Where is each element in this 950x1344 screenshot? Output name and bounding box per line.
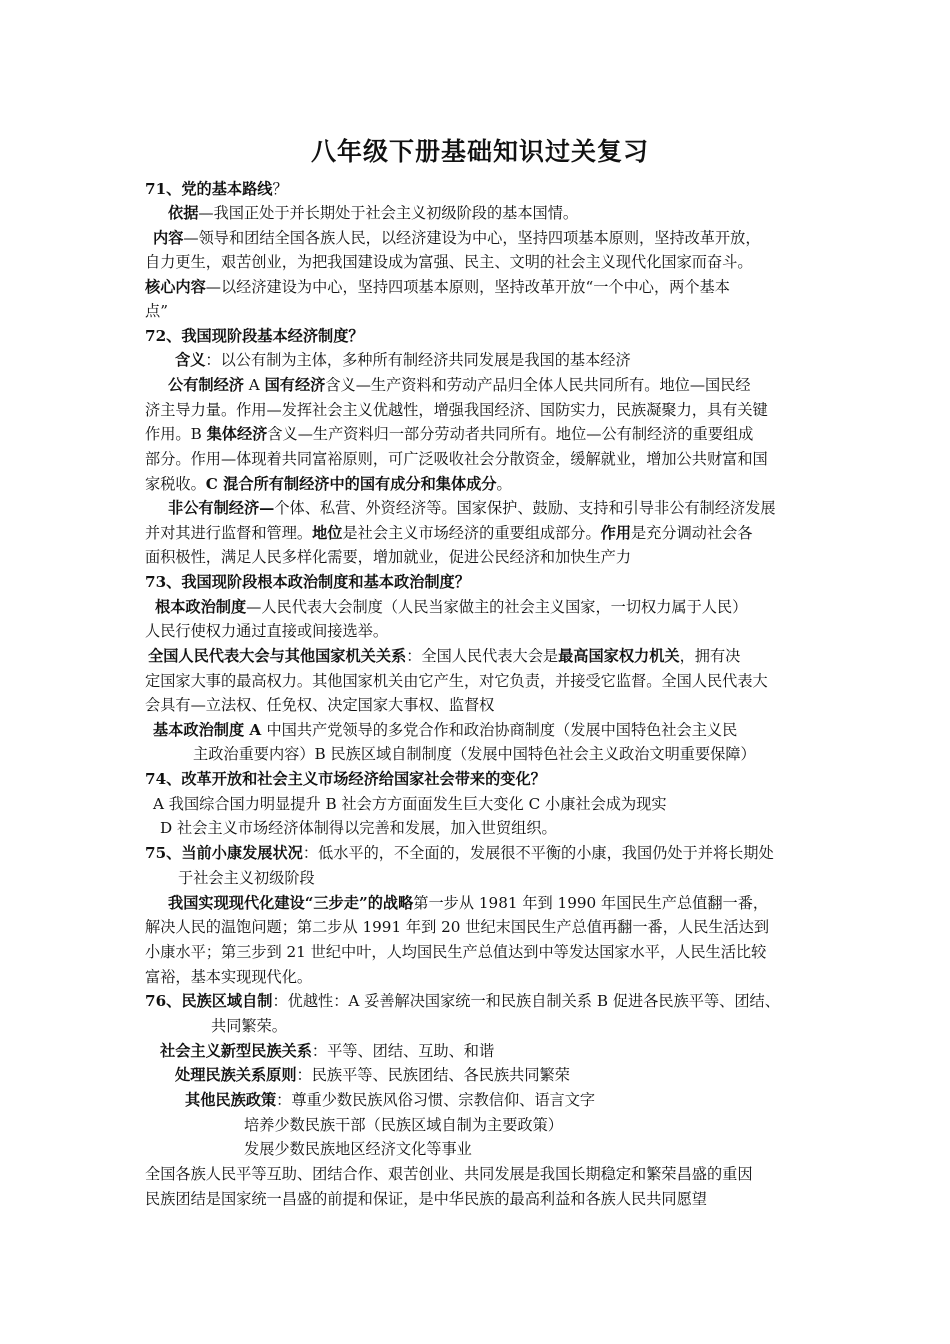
text-line bbox=[145, 669, 768, 693]
text-run: ：低水平的，不全面的，发展很不平衡的小康，我国仍处于并将长期处 bbox=[302, 844, 774, 862]
text-line bbox=[168, 201, 578, 225]
text-line bbox=[145, 324, 364, 348]
text-run: ？ bbox=[272, 180, 288, 198]
text-run: ：尊重少数民族风俗习惯、宗教信仰、语言文字 bbox=[276, 1091, 596, 1109]
text-run: 富裕，基本实现现代化。 bbox=[145, 968, 313, 986]
text-run: 含义—生产资料和劳动产品归全体人民共同所有。地位—国民经 bbox=[325, 376, 751, 394]
text-line bbox=[145, 472, 512, 496]
bold-text: 74、改革开放和社会主义市场经济给国家社会带来的变化？ bbox=[145, 770, 546, 788]
bold-text: 基本政治制度 A bbox=[153, 721, 267, 739]
text-run: 自力更生，艰苦创业，为把我国建设成为富强、民主、文明的社会主义现代化国家而奋斗。 bbox=[145, 253, 753, 271]
bold-text: 最高国家权力机关 bbox=[558, 647, 680, 665]
text-run: 民族团结是国家统一昌盛的前提和保证，是中华民族的最高利益和各族人民共同愿望 bbox=[145, 1190, 707, 1208]
text-line bbox=[211, 1014, 287, 1038]
text-line bbox=[145, 275, 730, 299]
text-line bbox=[145, 767, 546, 791]
text-run: 第一步从 1981 年到 1990 年国民生产总值翻一番， bbox=[413, 894, 769, 912]
text-line bbox=[193, 742, 756, 766]
text-line bbox=[145, 693, 494, 717]
bold-text: 依据 bbox=[168, 204, 199, 222]
bold-text: 75、当前小康发展状况 bbox=[145, 844, 303, 862]
text-line bbox=[153, 226, 761, 250]
bold-text: C 混合所有制经济中的国有成分和集体成分 bbox=[205, 475, 497, 493]
text-run: 点” bbox=[145, 302, 168, 320]
text-line bbox=[145, 1187, 707, 1211]
text-line bbox=[145, 545, 631, 569]
text-line bbox=[160, 1039, 494, 1063]
text-line bbox=[175, 348, 631, 372]
text-run: ：平等、团结、互助、和谐 bbox=[311, 1042, 495, 1060]
page-title: 八年级下册基础知识过关复习 bbox=[310, 137, 649, 166]
text-line bbox=[153, 718, 737, 742]
text-line bbox=[148, 644, 740, 668]
bold-text: 处理民族关系原则 bbox=[175, 1066, 297, 1084]
text-run: 于社会主义初级阶段 bbox=[178, 869, 315, 887]
text-line bbox=[145, 398, 768, 422]
text-line bbox=[145, 250, 753, 274]
text-line bbox=[145, 915, 769, 939]
text-run: ：民族平等、民族团结、各民族共同繁荣 bbox=[296, 1066, 570, 1084]
text-run: 全国各族人民平等互助、团结合作、艰苦创业、共同发展是我国长期稳定和繁荣昌盛的重因 bbox=[145, 1165, 753, 1183]
text-line bbox=[145, 521, 753, 545]
text-line bbox=[145, 619, 388, 643]
text-line bbox=[145, 940, 766, 964]
text-line bbox=[185, 1088, 595, 1112]
text-line bbox=[145, 570, 470, 594]
text-run: A bbox=[243, 376, 265, 394]
text-run: 主政治重要内容）B 民族区域自制制度（发展中国特色社会主义政治文明重要保障） bbox=[193, 745, 756, 763]
bold-text: 71、党的基本路线 bbox=[145, 180, 273, 198]
text-line bbox=[145, 965, 312, 989]
bold-text: 73、我国现阶段根本政治制度和基本政治制度？ bbox=[145, 573, 470, 591]
text-line bbox=[175, 1063, 570, 1087]
text-run: —以经济建设为中心，坚持四项基本原则，坚持改革开放“一个中心，两个基本 bbox=[205, 278, 730, 296]
text-run: 个体、私营、外资经济等。国家保护、鼓励、支持和引导非公有制经济发展 bbox=[274, 499, 776, 517]
text-line bbox=[145, 841, 774, 865]
bold-text: 国有经济 bbox=[264, 376, 326, 394]
text-run: 发展少数民族地区经济文化等事业 bbox=[244, 1140, 472, 1158]
bold-text: 内容 bbox=[153, 229, 184, 247]
text-run: 会具有—立法权、任免权、决定国家大事权、监督权 bbox=[145, 696, 495, 714]
text-run: 培养少数民族干部（民族区域自制为主要政策） bbox=[244, 1116, 563, 1134]
text-line bbox=[153, 792, 667, 816]
text-run: 是社会主义市场经济的重要组成部分。 bbox=[342, 524, 601, 542]
text-line bbox=[145, 299, 168, 323]
text-run: 。 bbox=[496, 475, 512, 493]
bold-text: 全国人民代表大会与其他国家机关关系 bbox=[148, 647, 407, 665]
text-run: 共同繁荣。 bbox=[211, 1017, 287, 1035]
text-run: ：以公有制为主体，多种所有制经济共同发展是我国的基本经济 bbox=[205, 351, 631, 369]
bold-text: 72、我国现阶段基本经济制度？ bbox=[145, 327, 364, 345]
text-line bbox=[145, 1162, 753, 1186]
text-run: —领导和团结全国各族人民，以经济建设为中心，坚持四项基本原则，坚持改革开放， bbox=[183, 229, 761, 247]
text-run: D 社会主义市场经济体制得以完善和发展，加入世贸组织。 bbox=[160, 819, 557, 837]
text-run: ：全国人民代表大会是 bbox=[406, 647, 559, 665]
bold-text: 作用 bbox=[600, 524, 631, 542]
text-run: 定国家大事的最高权力。其他国家机关由它产生，对它负责，并接受它监督。全国人民代表大 bbox=[145, 672, 768, 690]
text-line bbox=[168, 496, 776, 520]
text-run: 并对其进行监督和管理。 bbox=[145, 524, 313, 542]
text-run: 部分。作用—体现着共同富裕原则，可广泛吸收社会分散资金，缓解就业，增加公共财富和国 bbox=[145, 450, 768, 468]
text-line bbox=[168, 891, 768, 915]
text-line bbox=[244, 1137, 472, 1161]
text-run: 解决人民的温饱问题；第二步从 1991 年到 20 世纪末国民生产总值再翻一番，人民生活达到 bbox=[145, 918, 770, 936]
bold-text: 地位 bbox=[312, 524, 343, 542]
text-run: 小康水平；第三步到 21 世纪中叶，人均国民生产总值达到中等发达国家水平，人民生活比较 bbox=[145, 943, 767, 961]
text-line bbox=[168, 373, 751, 397]
text-run: A 我国综合国力明显提升 B 社会方方面面发生巨大变化 C 小康社会成为现实 bbox=[153, 795, 667, 813]
text-line bbox=[160, 816, 557, 840]
text-run: 人民行使权力通过直接或间接选举。 bbox=[145, 622, 388, 640]
text-run: 面积极性，满足人民多样化需要，增加就业，促进公民经济和加快生产力 bbox=[145, 548, 631, 566]
bold-text: 非公有制经济— bbox=[168, 499, 275, 517]
text-line bbox=[178, 866, 315, 890]
text-line bbox=[145, 422, 753, 446]
text-run: 中国共产党领导的多党合作和政治协商制度（发展中国特色社会主义民 bbox=[266, 721, 738, 739]
bold-text: 公有制经济 bbox=[168, 376, 244, 394]
bold-text: 核心内容 bbox=[145, 278, 206, 296]
text-run: 家税收。 bbox=[145, 475, 206, 493]
text-line bbox=[145, 989, 780, 1013]
bold-text: 我国实现现代化建设“三步走”的战略 bbox=[168, 894, 414, 912]
text-run: 是充分调动社会各 bbox=[631, 524, 753, 542]
bold-text: 含义 bbox=[175, 351, 206, 369]
bold-text: 社会主义新型民族关系 bbox=[160, 1042, 312, 1060]
bold-text: 集体经济 bbox=[206, 425, 268, 443]
text-run: 含义—生产资料归一部分劳动者共同所有。地位—公有制经济的重要组成 bbox=[267, 425, 754, 443]
text-line bbox=[244, 1113, 563, 1137]
text-run: —我国正处于并长期处于社会主义初级阶段的基本国情。 bbox=[198, 204, 579, 222]
bold-text: 76、民族区域自制 bbox=[145, 992, 273, 1010]
text-run: ：优越性：A 妥善解决国家统一和民族自制关系 B 促进各民族平等、团结、 bbox=[272, 992, 780, 1010]
text-run: 济主导力量。作用—发挥社会主义优越性，增强我国经济、国防实力，民族凝聚力，具有关键 bbox=[145, 401, 768, 419]
bold-text: 其他民族政策 bbox=[185, 1091, 277, 1109]
bold-text: 根本政治制度 bbox=[155, 598, 247, 616]
text-line bbox=[155, 595, 747, 619]
text-line bbox=[145, 177, 288, 201]
text-run: 作用。B bbox=[145, 425, 207, 443]
text-line bbox=[145, 447, 768, 471]
text-run: ，拥有决 bbox=[679, 647, 741, 665]
text-run: —人民代表大会制度（人民当家做主的社会主义国家，一切权力属于人民） bbox=[246, 598, 748, 616]
